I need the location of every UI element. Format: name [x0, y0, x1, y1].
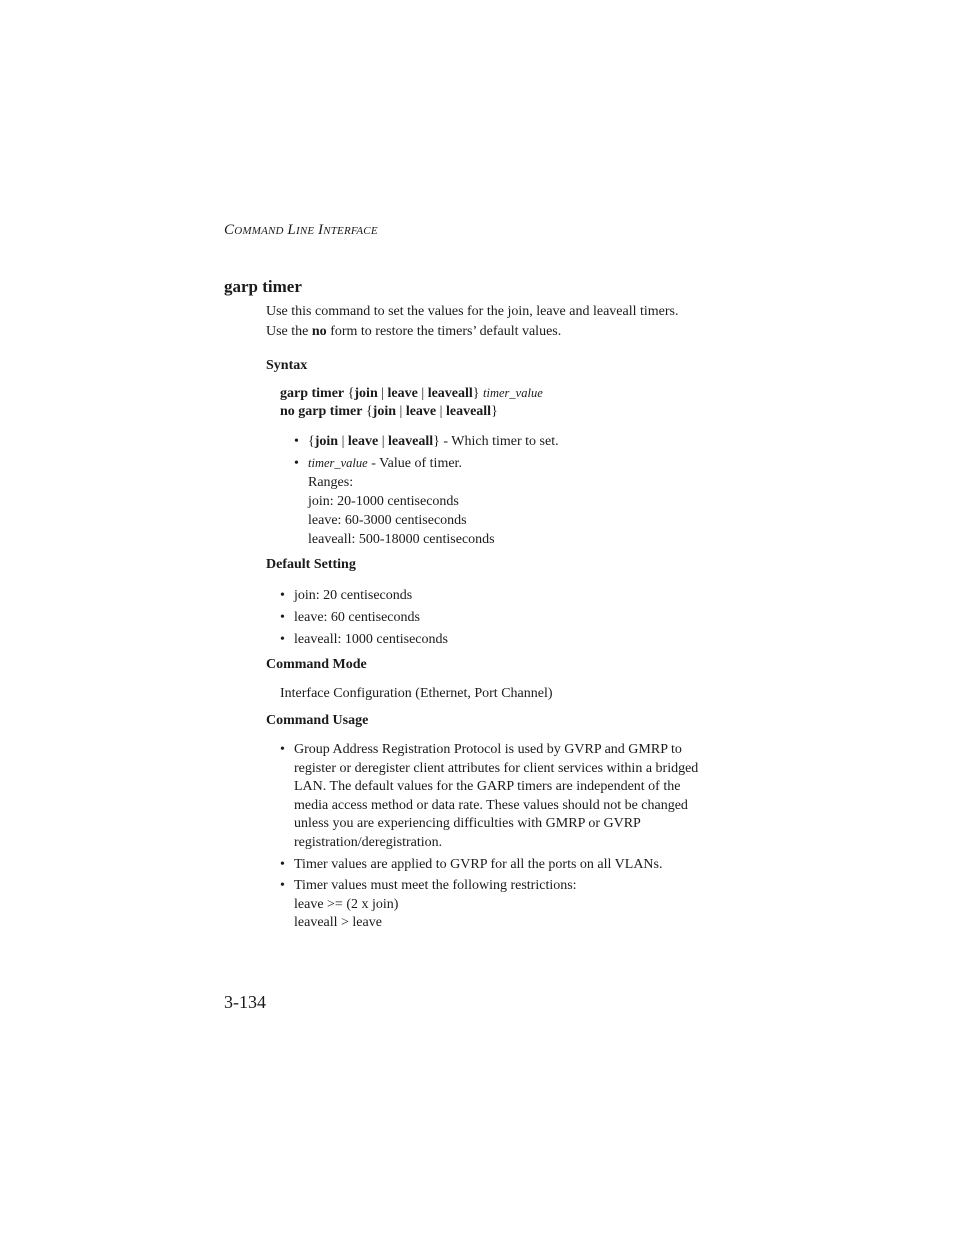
running-header-text: C — [224, 222, 235, 238]
syntax-keyword: leave — [387, 386, 418, 401]
syntax-keyword: join — [314, 434, 339, 449]
syntax-parameter: timer_value — [308, 456, 368, 470]
usage-line: leave >= (2 x join) — [294, 896, 399, 912]
syntax-separator: | — [338, 434, 348, 449]
list-item: • leaveall: 1000 centiseconds — [280, 629, 448, 651]
command-mode-text: Interface Configuration (Ethernet, Port Channel) — [280, 686, 553, 701]
syntax-keyword: leave — [347, 434, 379, 449]
section-title: garp timer — [224, 277, 302, 296]
command-usage-heading: Command Usage — [266, 713, 369, 728]
list-item — [294, 454, 559, 549]
syntax-separator: | — [378, 434, 389, 449]
running-header-text: I — [317, 222, 324, 238]
syntax-brace: { — [362, 404, 373, 419]
description-line: Use this command to set the values for the join, leave and leaveall timers. — [266, 304, 679, 319]
syntax-brace: { — [344, 386, 355, 401]
running-header-text: NTERFACE — [323, 225, 378, 237]
command-usage-list — [280, 741, 698, 933]
syntax-separator: | — [436, 404, 446, 419]
syntax-keyword: leaveall — [427, 386, 473, 401]
list-item — [280, 741, 698, 853]
no-keyword: no — [311, 324, 327, 339]
running-header-text: OMMAND — [234, 225, 284, 237]
usage-line: media access method or data rate. These values should not be changed — [294, 797, 688, 813]
parameter-description: - Which timer to set. — [439, 434, 559, 449]
running-header-text: L — [287, 222, 296, 238]
syntax-keyword: leave — [405, 404, 437, 419]
syntax-parameter-list — [294, 432, 559, 549]
syntax-keyword: garp timer — [280, 386, 345, 401]
list-item: • join: 20 centiseconds — [280, 585, 448, 607]
default-setting-heading: Default Setting — [266, 557, 356, 572]
parameter-description: - Value of timer. — [367, 456, 462, 471]
syntax-separator: | — [377, 386, 388, 401]
syntax-keyword: leaveall — [445, 404, 492, 419]
list-item — [280, 877, 698, 933]
usage-line: • Group Address Registration Protocol is used by GVRP and GMRP to — [294, 742, 682, 757]
syntax-separator: | — [396, 404, 406, 419]
list-item — [280, 856, 698, 875]
list-item — [294, 432, 559, 451]
usage-line: unless you are experiencing difficulties with GMRP or GVRP — [294, 816, 641, 832]
ranges-label: Ranges: — [308, 475, 354, 490]
list-item: • leave: 60 centiseconds — [280, 607, 448, 629]
syntax-brace: } — [491, 404, 498, 419]
command-mode-heading: Command Mode — [266, 657, 367, 672]
default-setting-list — [280, 585, 448, 651]
usage-line: register or deregister client attributes for client services within a bridged — [294, 760, 699, 776]
syntax-keyword: leaveall — [388, 434, 434, 449]
description-text: Use the — [266, 324, 312, 339]
running-header — [224, 222, 378, 239]
range-item: leave: 60-3000 centiseconds — [308, 513, 467, 528]
syntax-keyword: no garp timer — [280, 404, 363, 419]
usage-line: • Timer values are applied to GVRP for all the ports on all VLANs. — [294, 856, 663, 872]
syntax-brace: } — [433, 434, 440, 449]
range-item: join: 20-1000 centiseconds — [308, 494, 459, 509]
description-text: form to restore the timers’ default values. — [326, 324, 562, 339]
syntax-parameter: timer_value — [483, 386, 543, 400]
description-line — [266, 322, 679, 342]
usage-line: • Timer values must meet the following restrictions: — [294, 878, 577, 894]
usage-line: leaveall > leave — [294, 915, 382, 931]
range-item: leaveall: 500-18000 centiseconds — [308, 532, 495, 547]
syntax-no-command — [280, 404, 498, 420]
syntax-heading: Syntax — [266, 358, 308, 373]
page-number: 3-134 — [224, 992, 266, 1012]
syntax-brace: { — [308, 434, 315, 449]
running-header-text: INE — [295, 225, 315, 237]
syntax-keyword: join — [372, 404, 397, 419]
syntax-separator: | — [417, 386, 428, 401]
syntax-keyword: join — [354, 386, 378, 401]
usage-line: LAN. The default values for the GARP timers are independent of the — [294, 779, 681, 795]
description — [266, 302, 679, 342]
syntax-brace: } — [472, 386, 484, 401]
syntax-command — [280, 386, 543, 402]
usage-line: registration/deregistration. — [294, 834, 443, 850]
